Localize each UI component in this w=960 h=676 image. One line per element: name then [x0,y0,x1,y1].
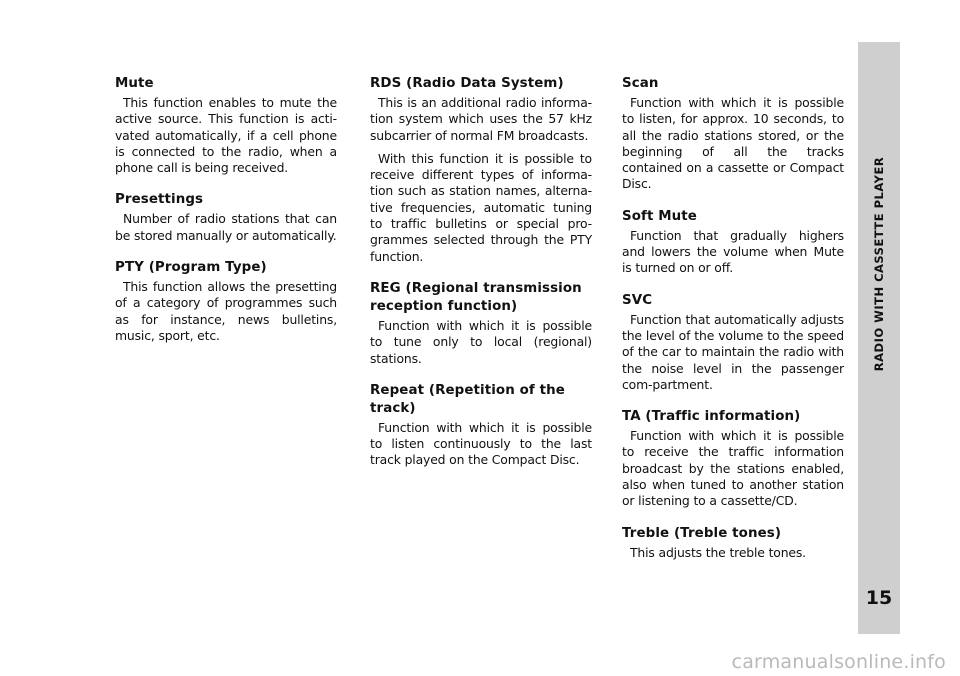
section-heading: Mute [115,76,154,91]
section-paragraph: This function enables to mute the active source. This function is acti-vated automatically, if a cell phone is connected to the radio, when a phone call is being received. [115,95,337,176]
section-paragraph: Function with which it is possible to listen continuously to the last track played on the Compact Disc. [370,419,592,468]
section-svc [622,292,844,393]
section-paragraph: This function allows the presetting of a category of programmes such as for instance, news bulletins, music, sport, etc. [115,279,337,343]
section-presettings [115,191,337,244]
section-treble [622,525,844,561]
section-heading: Presettings [115,192,204,208]
section-pty [115,259,337,344]
section-heading: RDS (Radio Data System) [370,76,564,91]
section-heading: Repeat (Repetition of the track) [370,382,565,416]
section-heading: REG (Regional transmission reception function) [370,280,582,314]
section-paragraph: Function with which it is possible to listen, for approx. 10 seconds, to all the radio stations stored, or the beginning of all the tracks contained on a cassette or Compact Disc. [622,95,844,192]
chapter-side-tab [858,42,900,634]
section-soft-mute [622,208,844,277]
column-3 [622,75,844,576]
section-paragraph: Function that automatically adjusts the level of the volume to the speed of the car to maintain the radio with the noise level in the passenger com-partment. [622,311,844,392]
section-heading: Treble (Treble tones) [622,525,782,541]
section-heading: Soft Mute [622,208,697,224]
section-scan [622,75,844,193]
section-heading: PTY (Program Type) [115,260,267,276]
section-paragraph: Function that gradually highers and lowers the volume when Mute is turned on or off. [622,227,844,276]
section-heading: Scan [622,76,659,91]
column-2 [370,75,592,484]
section-heading: TA (Traffic information) [622,409,801,425]
column-1 [115,75,337,359]
section-mute [115,75,337,176]
section-rds [370,75,592,265]
section-paragraph: Function with which it is possible to tune only to local (regional) stations. [370,317,592,366]
section-paragraph: Function with which it is possible to receive the traffic information broadcast by the stations enabled, also when tuned to another station or listening to a cassette/CD. [622,428,844,509]
page-number: 15 [865,587,893,609]
section-reg [370,280,592,367]
watermark: carmanualsonline.info [731,651,946,673]
section-paragraph: With this function it is possible to receive different types of informa-tion such as station names, alterna-tive frequencies, automatic tuning to traffic bulletins or special pro-grammes selected through the PTY function. [370,150,592,264]
section-repeat [370,382,592,469]
section-ta [622,408,844,509]
section-paragraph: This is an additional radio informa-tion system which uses the 57 kHz subcarrier of normal FM broadcasts. [370,95,592,143]
section-paragraph: This adjusts the treble tones. [630,544,806,560]
section-heading: SVC [622,292,653,308]
chapter-title: RADIO WITH CASSETTE PLAYER [872,156,886,372]
section-paragraph: Number of radio stations that can be stored manually or automatically. [115,211,337,243]
